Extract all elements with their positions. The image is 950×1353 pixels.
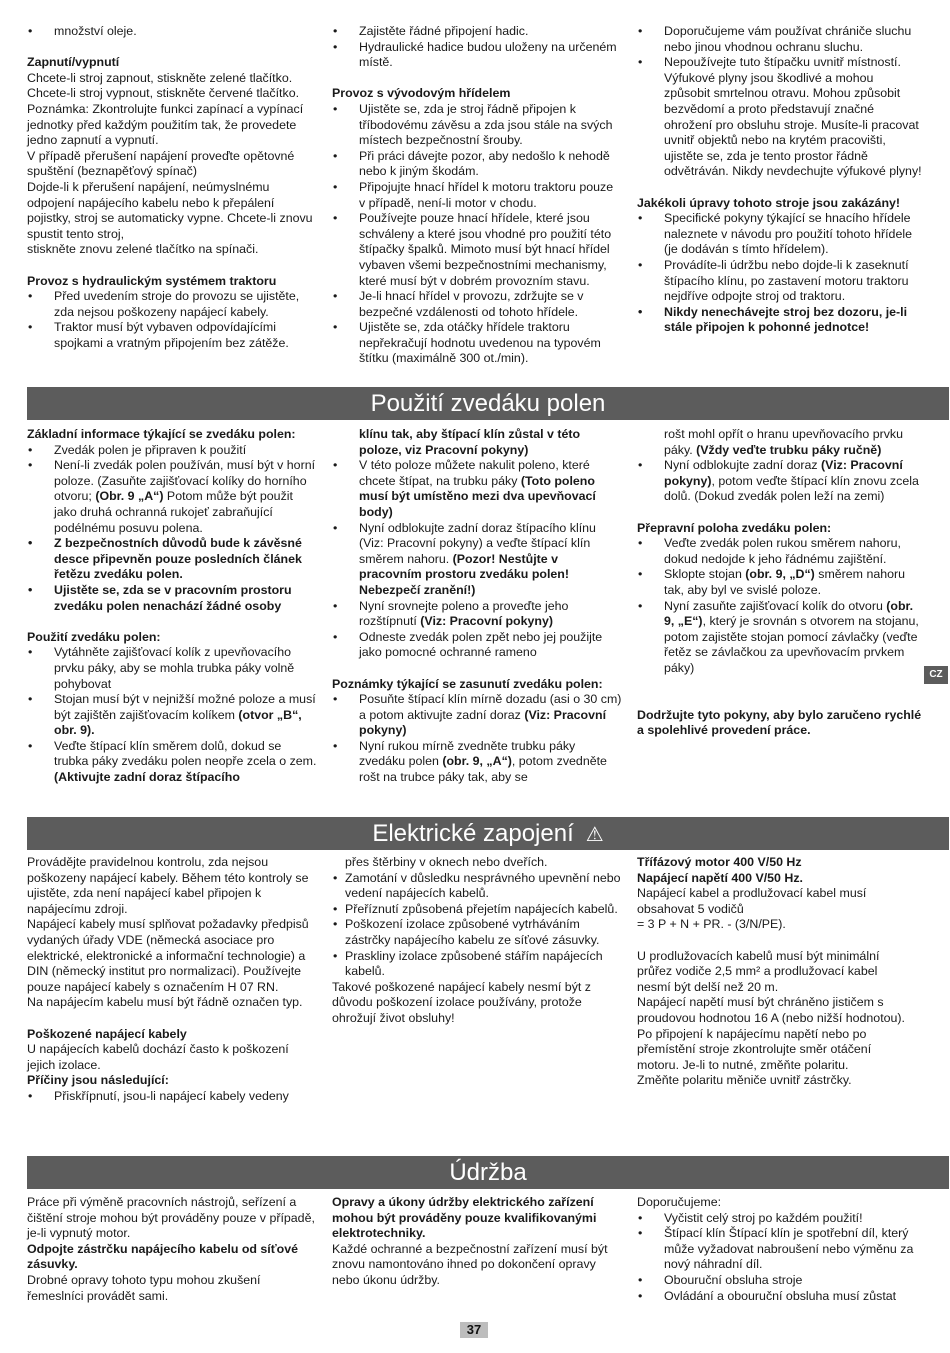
paragraph: Práce při výměně pracovních nástrojů, seřízení a čištění stroje mohou být prováděny pouze v případě, je-li vypnutý motor. <box>27 1195 315 1241</box>
paragraph: = 3 P + N + PR. - (3/N/PE). <box>637 917 786 932</box>
section3-col1 <box>27 855 317 1105</box>
paragraph: stiskněte znovu zelené tlačítko na spínači. <box>27 242 259 257</box>
warning-icon: ⚠ <box>585 824 604 846</box>
list-item: • Specifické pokyny týkající se hnacího hřídele naleznete v návodu pro použití tohoto hřídele (je dodáván s tímto hřídelem). <box>637 211 922 258</box>
list-item: • Používejte pouze hnací hřídele, které jsou schváleny a které jsou vhodné pro použití této štípačky špalků. Mimoto musí být hnací hřídel vybaven všemi bezpečnostními mechanismy, které musí být v dobrém provozním stavu. <box>332 211 622 289</box>
subheading: Provoz s hydraulickým systémem traktoru <box>27 273 277 288</box>
list-item: • Nepoužívejte tuto štípačku uvnitř místností. Výfukové plyny jsou škodlivé a mohou způsobit smrtelnou otravu. Mohou způsobit bezvědomí a proto představují značné ohrožení pro obsluhu stroje. Musíte-li pracovat uvnitř objektů nebo na krytém pracovišti, ujistěte se, zda je tento prostor řádně odvětráván. Nikdy nevdechujte výfukové plyny! <box>637 55 922 180</box>
paragraph: U napájecích kabelů dochází často k poškození jejich izolace. <box>27 1042 289 1072</box>
subheading: Příčiny jsou následující: <box>27 1073 169 1088</box>
paragraph: Takové poškozené napájecí kabely nesmí být z důvodu poškození izolace používány, protože ohrožují život obsluhy! <box>332 979 591 1025</box>
paragraph: Po připojení k napájecímu napětí nebo po přemístění stroje zkontrolujte směr otáčení motoru. Je-li to nutné, změňte polaritu. <box>637 1026 872 1072</box>
list-item: • Posuňte štípací klín mírně dozadu (asi o 30 cm) a potom aktivujte zadní doraz (Viz: Pracovní pokyny) <box>332 692 622 739</box>
section2-col3 <box>637 427 922 739</box>
subheading: Poškozené napájecí kabely <box>27 1026 187 1041</box>
list-item: • Přeříznutí způsobená přejetím napájecích kabelů. <box>332 902 622 918</box>
section-title-bar <box>27 1156 949 1189</box>
section4-col3 <box>637 1195 922 1304</box>
paragraph: Provádějte pravidelnou kontrolu, zda nejsou poškozeny napájecí kabely. Během této kontroly se ujistěte, zda není napájecí kabel připojen k napájecímu zdroji. <box>27 855 309 916</box>
paragraph: Napájecí kabel a prodlužovací kabel musí obsahovat 5 vodičů <box>637 886 867 916</box>
list-item: • Ovládání a obouruční obsluha musí zůstat <box>637 1289 922 1305</box>
list-item: • Zvedák polen je připraven k použití <box>27 443 317 459</box>
paragraph: Drobné opravy tohoto typu mohou zkušení řemeslníci provádět sami. <box>27 1272 261 1303</box>
list-item: • Zamotání v důsledku nesprávného upevnění nebo vedení napájecích kabelů. <box>332 871 622 902</box>
list-item: • Z bezpečnostních důvodů bude k závěsné desce připevněn pouze posledních článek řetězu zvedáku polen. <box>27 536 317 583</box>
list-item: • Provádíte-li údržbu nebo dojde-li k zaseknutí štípacího klínu, po zastavení motoru traktoru nejdříve odpojte stroj od traktoru. <box>637 258 922 305</box>
list-item: • Obouruční obsluha stroje <box>637 1273 922 1289</box>
section1-col3 <box>637 24 922 336</box>
subheading: Zapnutí/vypnutí <box>27 55 120 70</box>
continued-text: přes štěrbiny v oknech nebo dveřích. <box>345 855 548 869</box>
list-item: • Stojan musí být v nejnižší možné poloze a musí být zajištěn zajišťovacím kolíkem (otvor „B“, obr. 9). <box>27 692 317 739</box>
paragraph: U prodlužovacích kabelů musí být minimální průřez vodiče 2,5 mm² a prodlužovací kabel nesmí být delší než 20 m. <box>637 948 880 994</box>
list-item: • Nyní odblokujte zadní doraz štípacího klínu (Viz: Pracovní pokyny) a veďte štípací klín směrem nahoru. (Pozor! Nestůjte v pracovním prostoru zvedáku polen! Nebezpečí zranění!) <box>332 521 622 599</box>
subheading: Třífázový motor 400 V/50 Hz <box>637 855 802 869</box>
list-item: • Ujistěte se, zda je stroj řádně připojen k tříbodovému závěsu a zda jsou stále na svých místech bezpečnostní šrouby. <box>332 102 622 149</box>
paragraph: Napájecí napětí musí být chráněno jističem s proudovou hodnotou 16 A (nebo nižší hodnotou). <box>637 995 905 1025</box>
list-item: • Doporučujeme vám používat chrániče sluchu nebo jinou vhodnou ochranu sluchu. <box>637 24 922 55</box>
list-item: • Ujistěte se, zda otáčky hřídele traktoru nepřekračují hodnotu uvedenou na typovém štítku (maximálně 300 ot./min). <box>332 320 622 367</box>
continued-text: rošt mohl opřít o hranu upevňovacího prvku páky. (Vždy veďte trubku páky ručně) <box>664 427 903 457</box>
list-item: • V této poloze můžete nakulit poleno, které chcete štípat, na trubku páky (Toto poleno musí být umístěno mezi dva upevňovací body) <box>332 458 622 520</box>
list-item: • Nyní srovnejte poleno a proveďte jeho rozštípnutí (Viz: Pracovní pokyny) <box>332 599 622 630</box>
list-item: • Ujistěte se, zda se v pracovním prostoru zvedáku polen nenachází žádné osoby <box>27 583 317 614</box>
list-item: • Hydraulické hadice budou uloženy na určeném místě. <box>332 40 622 71</box>
list-item: • Veďte zvedák polen rukou směrem nahoru, dokud nedojde k jeho řádnému zajištění. <box>637 536 922 567</box>
list-item: • Vytáhněte zajišťovací kolík z upevňovacího prvku páky, aby se mohla trubka páky volně pohybovat <box>27 645 317 692</box>
section3-col3 <box>637 855 907 1089</box>
section4-col1 <box>27 1195 317 1304</box>
paragraph-bold: Odpojte zástrčku napájecího kabelu od síťové zásuvky. <box>27 1241 299 1272</box>
paragraph: Napájecí kabely musí splňovat požadavky předpisů vydaných úřady VDE (německá asociace pro elektrické, elektronické a informační technologie) a DIN (německý institut pro normalizaci). Používejte pouze napájecí kabely s označením H 07 RN. <box>27 917 309 994</box>
subheading: Jakékoli úpravy tohoto stroje jsou zakázány! <box>637 195 901 210</box>
list-item: • Odneste zvedák polen zpět nebo jej použijte jako pomocné ochranné rameno <box>332 630 622 661</box>
list-item: • Sklopte stojan (obr. 9, „D“) směrem nahoru tak, aby byl ve svislé poloze. <box>637 567 922 598</box>
list-item: • Poškození izolace způsobené vytrháváním zástrčky napájecího kabelu ze síťové zásuvky. <box>332 917 622 948</box>
list-item: • Při práci dávejte pozor, aby nedošlo k nehodě nebo k jiným škodám. <box>332 149 622 180</box>
list-item: • Nyní odblokujte zadní doraz (Viz: Pracovní pokyny), potom veďte štípací klín znovu zcela dolů. (Dokud zvedák polen leží na zemi) <box>637 458 922 505</box>
paragraph: Chcete-li stroj zapnout, stiskněte zelené tlačítko. Chcete-li stroj vypnout, stiskněte červené tlačítko. <box>27 70 300 101</box>
page-number: 37 <box>460 1322 488 1338</box>
list-item: • Připojujte hnací hřídel k motoru traktoru pouze v případě, není-li motor v chodu. <box>332 180 622 211</box>
paragraph: Změňte polaritu měniče uvnitř zástrčky. <box>637 1073 852 1088</box>
list-item: • Před uvedením stroje do provozu se ujistěte, zda nejsou poškozeny napájecí kabely. <box>27 289 317 320</box>
list-item: • Není-li zvedák polen používán, musí být v horní poloze. (Zasuňte zajišťovací kolíky do horního otvoru; (Obr. 9 „A“) Potom může být použit jako druhá ochranná rukojeť zabraňující podélnému posuvu polena. <box>27 458 317 536</box>
paragraph: V případě přerušení napájení proveďte opětovné spuštění (beznapěťový spínač) <box>27 148 295 179</box>
list-item: • Je-li hnací hřídel v provozu, zdržujte se v bezpečné vzdálenosti od tohoto hřídele. <box>332 289 622 320</box>
section-title-bar <box>27 817 949 850</box>
list-item: • Veďte štípací klín směrem dolů, dokud se trubka páky zvedáku polen neopře zcela o zem. (Aktivujte zadní doraz štípacího <box>27 739 317 786</box>
section2-col2 <box>332 427 622 786</box>
continued-text: klínu tak, aby štípací klín zůstal v této poloze, viz Pracovní pokyny) <box>359 427 581 457</box>
list-item: • Štípací klín Štípací klín je spotřební díl, který může vyžadovat nabroušení nebo výměnu za nový náhradní díl. <box>637 1226 922 1273</box>
paragraph-bold: Opravy a úkony údržby elektrického zařízení mohou být prováděny pouze kvalifikovanými elektrotechniky. <box>332 1195 597 1241</box>
language-tab: CZ <box>924 666 948 684</box>
paragraph: Doporučujeme: <box>637 1195 722 1209</box>
subheading: Přepravní poloha zvedáku polen: <box>637 520 832 535</box>
list-item: • množství oleje. <box>27 24 317 40</box>
list-item: • Nikdy nenechávejte stroj bez dozoru, je-li stále připojen k pohonné jednotce! <box>637 305 922 336</box>
subheading: Provoz s vývodovým hřídelem <box>332 86 511 101</box>
section2-col1 <box>27 427 317 786</box>
subheading: Základní informace týkající se zvedáku polen: <box>27 427 296 441</box>
paragraph: Každé ochranné a bezpečnostní zařízení musí být znovu namontováno ihned po dokončení opravy nebo úkonu údržby. <box>332 1241 608 1287</box>
section-title: Použití zvedáku polen <box>370 390 606 417</box>
list-item: • Nyní rukou mírně zvedněte trubku páky zvedáku polen (obr. 9, „A“), potom zvedněte rošt na trubce páky tak, aby se <box>332 739 622 786</box>
section-title: Elektrické zapojení <box>372 820 574 847</box>
paragraph: Dojde-li k přerušení napájení, neúmyslnému odpojení napájecího kabelu nebo k přepálení pojistky, stroj se automaticky vypne. Chcete-li znovu spustit tento stroj, <box>27 179 313 241</box>
paragraph: Na napájecím kabelu musí být řádně označen typ. <box>27 995 303 1010</box>
list-item: • Přiskřípnutí, jsou-li napájecí kabely vedeny <box>27 1089 317 1105</box>
list-item: • Traktor musí být vybaven odpovídajícími spojkami a vratným připojením bez zátěže. <box>27 320 317 351</box>
paragraph: Poznámka: Zkontrolujte funkci zapínací a vypínací jednotky před každým použitím tak, že provedete jedno zapnutí a vypnutí. <box>27 101 304 148</box>
list-item: • Nyní zasuňte zajišťovací kolík do otvoru (obr. 9, „E“), který je srovnán s otvorem na stojanu, potom zajistěte stojan pomocí závlačky (veďte řetěz se závlačkou za upevňovacím prvkem páky) <box>637 599 922 677</box>
subheading: Poznámky týkající se zasunutí zvedáku polen: <box>332 676 603 691</box>
closing-note: Dodržujte tyto pokyny, aby bylo zaručeno rychlé a spolehlivé provedení práce. <box>637 707 922 738</box>
subheading: Použití zvedáku polen: <box>27 629 161 644</box>
section-title-bar <box>27 387 949 420</box>
section1-col1 <box>27 24 317 351</box>
section4-col2 <box>332 1195 622 1289</box>
section3-col2 <box>332 855 622 1027</box>
section1-col2 <box>332 24 622 367</box>
list-item: • Vyčistit celý stroj po každém použití! <box>637 1211 922 1227</box>
subheading: Napájecí napětí 400 V/50 Hz. <box>637 870 803 885</box>
list-item: • Zajistěte řádné připojení hadic. <box>332 24 622 40</box>
list-item: • Praskliny izolace způsobené stářím napájecích kabelů. <box>332 949 622 980</box>
section-title: Údržba <box>449 1159 527 1186</box>
